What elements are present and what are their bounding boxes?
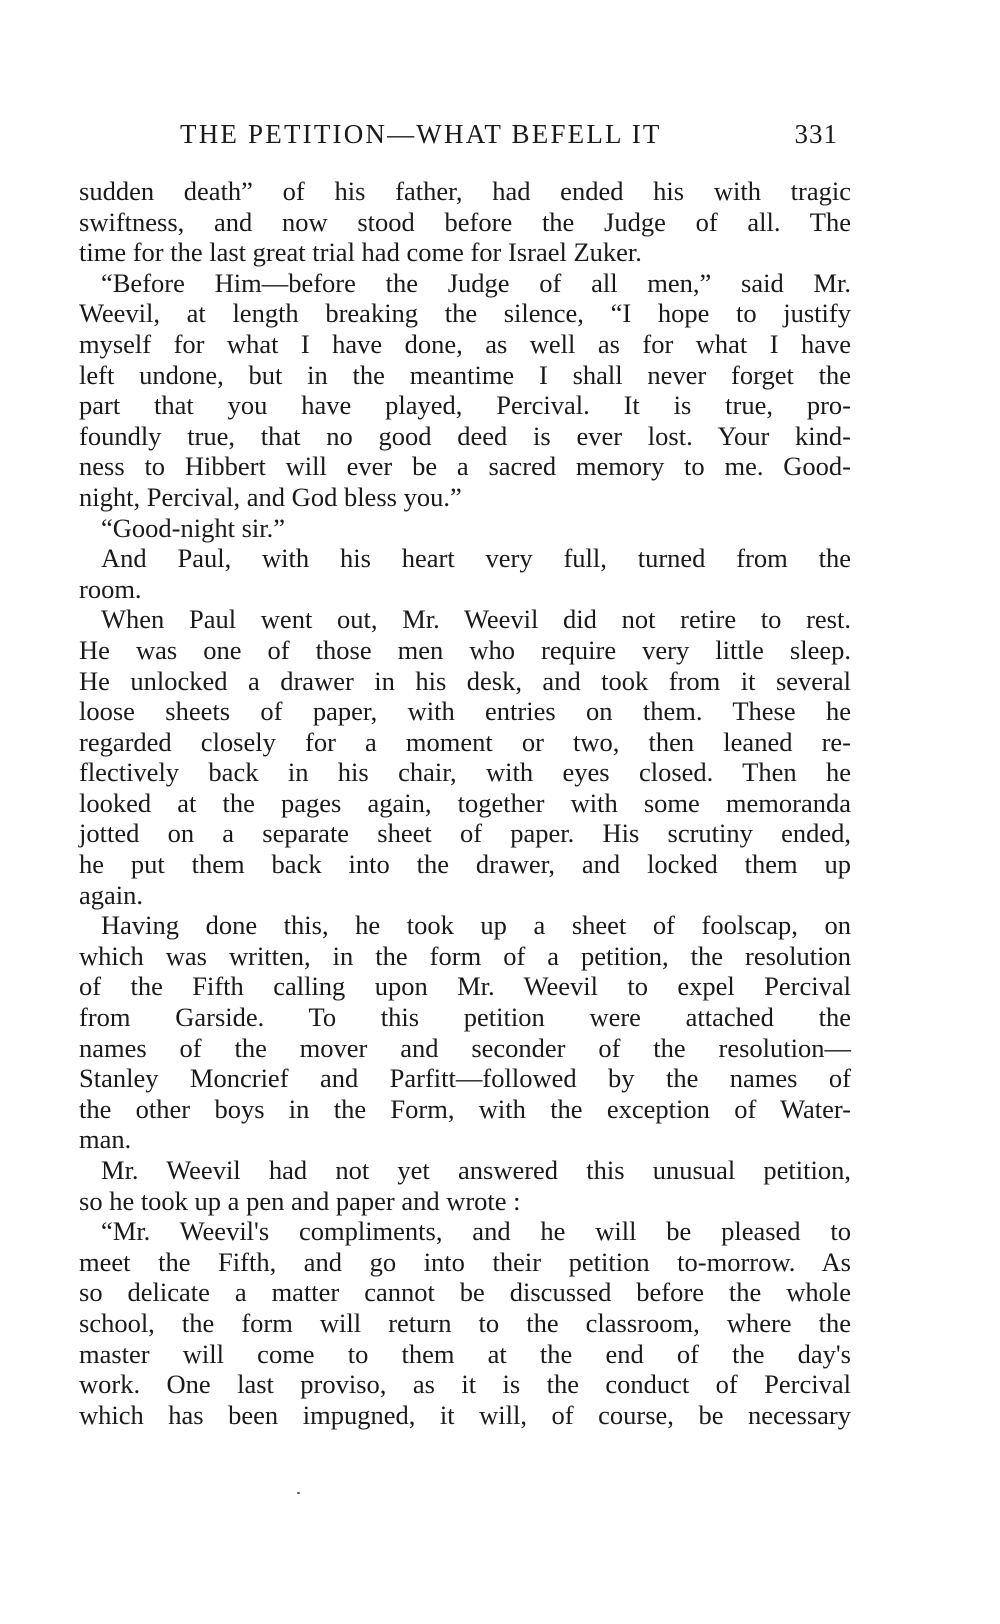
- text-line: Having done this, he took up a sheet of foolscap, on: [101, 910, 851, 941]
- running-title: THE PETITION—WHAT BEFELL IT: [180, 119, 662, 149]
- text-line: meet the Fifth, and go into their petition to-morrow. As: [79, 1246, 851, 1277]
- text-line: “Mr. Weevil's compliments, and he will be pleased to: [101, 1216, 851, 1247]
- text-line: ness to Hibbert will ever be a sacred memory to me. Good-: [79, 451, 851, 482]
- text-line: of the Fifth calling upon Mr. Weevil to expel Percival: [79, 971, 851, 1002]
- text-line: the other boys in the Form, with the exception of Water-: [79, 1093, 851, 1124]
- text-line: again.: [79, 879, 144, 910]
- text-line: He unlocked a drawer in his desk, and took from it several: [79, 665, 851, 696]
- text-line: And Paul, with his heart very full, turned from the: [101, 543, 851, 574]
- text-line: he put them back into the drawer, and locked them up: [79, 849, 851, 880]
- running-head: [180, 116, 838, 156]
- text-line: When Paul went out, Mr. Weevil did not retire to rest.: [101, 604, 851, 635]
- text-line: part that you have played, Percival. It is true, pro-: [79, 390, 851, 421]
- text-line: night, Percival, and God bless you.”: [79, 481, 462, 512]
- text-line: sudden death” of his father, had ended his with tragic: [79, 176, 851, 206]
- text-line: swiftness, and now stood before the Judge of all. The: [79, 206, 851, 237]
- text-line: master will come to them at the end of the day's: [79, 1338, 851, 1369]
- text-line: from Garside. To this petition were attached the: [79, 1002, 851, 1033]
- text-line: Mr. Weevil had not yet answered this unusual petition,: [101, 1155, 851, 1185]
- text-line: foundly true, that no good deed is ever lost. Your kind-: [79, 420, 851, 451]
- text-line: Weevil, at length breaking the silence, “I hope to justify: [79, 298, 851, 329]
- text-line: school, the form will return to the classroom, where the: [79, 1307, 851, 1338]
- text-line: loose sheets of paper, with entries on them. These he: [79, 696, 851, 727]
- text-line: which has been impugned, it will, of course, be necessary: [79, 1399, 851, 1430]
- text-line: looked at the pages again, together with some memoranda: [79, 787, 851, 818]
- text-line: “Good-night sir.”: [101, 512, 285, 543]
- text-line: left undone, but in the meantime I shall never forget the: [79, 359, 851, 390]
- text-line: so he took up a pen and paper and wrote :: [79, 1185, 521, 1216]
- text-line: so delicate a matter cannot be discussed before the whole: [79, 1277, 851, 1308]
- text-line: “Before Him—before the Judge of all men,” said Mr.: [101, 267, 851, 298]
- text-line: man.: [79, 1124, 132, 1155]
- print-speck: [297, 1492, 300, 1494]
- text-line: work. One last proviso, as it is the conduct of Percival: [79, 1369, 851, 1400]
- text-line: jotted on a separate sheet of paper. His scrutiny ended,: [79, 818, 851, 849]
- body-text: [79, 176, 851, 1430]
- text-line: He was one of those men who require very little sleep.: [79, 634, 851, 665]
- page-number: 331: [794, 119, 838, 149]
- text-line: room.: [79, 573, 142, 604]
- text-line: regarded closely for a moment or two, then leaned re-: [79, 726, 851, 757]
- text-line: flectively back in his chair, with eyes closed. Then he: [79, 757, 851, 788]
- text-line: Stanley Moncrief and Parfitt—followed by the names of: [79, 1063, 851, 1094]
- text-line: which was written, in the form of a petition, the resolution: [79, 940, 851, 971]
- text-line: myself for what I have done, as well as for what I have: [79, 328, 851, 359]
- text-line: names of the mover and seconder of the resolution—: [79, 1032, 851, 1063]
- text-line: time for the last great trial had come for Israel Zuker.: [79, 237, 642, 268]
